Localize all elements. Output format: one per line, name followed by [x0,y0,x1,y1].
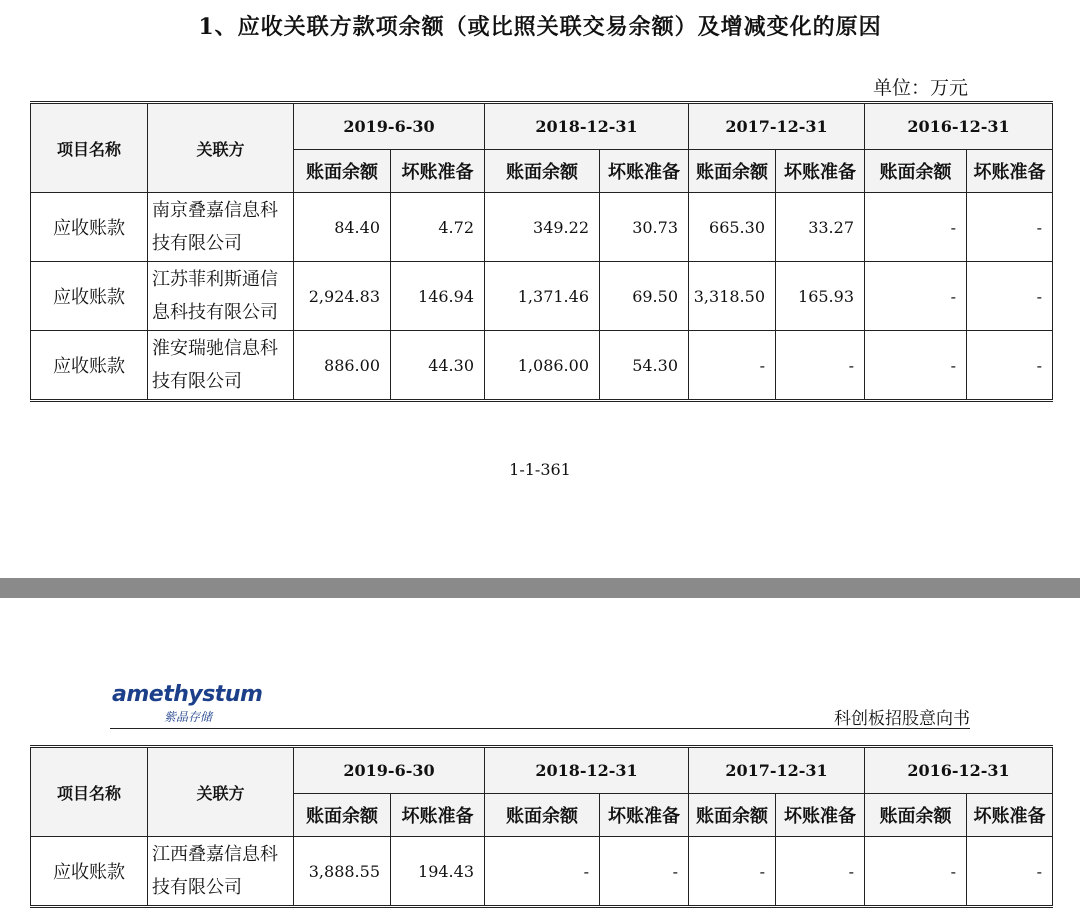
company-logo [112,682,263,724]
related-receivables-table [30,101,1053,402]
header-balance: 账面余额 [865,794,967,837]
cell-value: - [485,837,600,907]
header-balance: 账面余额 [485,150,600,193]
cell-value: 146.94 [391,262,485,331]
header-party: 关联方 [148,103,294,193]
cell-value: 44.30 [391,331,485,401]
header-balance: 账面余额 [689,794,776,837]
row-type: 应收账款 [31,331,148,401]
cell-value: - [600,837,689,907]
row-party: 南京叠嘉信息科 技有限公司 [148,193,294,262]
cell-value: 2,924.83 [294,262,391,331]
cell-value: 886.00 [294,331,391,401]
cell-value: 84.40 [294,193,391,262]
cell-value: 165.93 [776,262,865,331]
row-type: 应收账款 [31,193,148,262]
cell-value: - [689,837,776,907]
header-bad-debt: 坏账准备 [776,150,865,193]
table-row [31,331,1053,401]
logo-text: amethystum [112,682,263,707]
header-balance: 账面余额 [485,794,600,837]
row-party: 淮安瑞驰信息科 技有限公司 [148,331,294,401]
unit-label: 单位：万元 [872,77,968,99]
cell-value: 3,888.55 [294,837,391,907]
cell-value: 3,318.50 [689,262,776,331]
cell-value: - [865,837,967,907]
header-party: 关联方 [148,747,294,837]
header-balance: 账面余额 [865,150,967,193]
header-period: 2018-12-31 [485,103,689,150]
cell-value: 54.30 [600,331,689,401]
cell-value: - [865,331,967,401]
cell-value: - [865,193,967,262]
header-period: 2017-12-31 [689,747,865,794]
cell-value: - [689,331,776,401]
cell-value: - [776,837,865,907]
cell-value: - [865,262,967,331]
cell-value: 30.73 [600,193,689,262]
header-item-name: 项目名称 [31,103,148,193]
header-period: 2018-12-31 [485,747,689,794]
table-row [31,193,1053,262]
cell-value: 33.27 [776,193,865,262]
header-period: 2019-6-30 [294,103,485,150]
cell-value: - [967,837,1053,907]
cell-value: - [967,193,1053,262]
row-party: 江苏菲利斯通信 息科技有限公司 [148,262,294,331]
cell-value: - [776,331,865,401]
header-period: 2016-12-31 [865,747,1053,794]
table-row [31,262,1053,331]
header-bad-debt: 坏账准备 [600,150,689,193]
cell-value: 1,086.00 [485,331,600,401]
row-type: 应收账款 [31,262,148,331]
cell-value: 349.22 [485,193,600,262]
cell-value: 69.50 [600,262,689,331]
section-title: 1、应收关联方款项余额（或比照关联交易余额）及增减变化的原因 [198,14,882,40]
header-bad-debt: 坏账准备 [776,794,865,837]
cell-value: 4.72 [391,193,485,262]
header-period: 2019-6-30 [294,747,485,794]
cell-value: 1,371.46 [485,262,600,331]
header-bad-debt: 坏账准备 [391,794,485,837]
header-balance: 账面余额 [294,150,391,193]
header-item-name: 项目名称 [31,747,148,837]
header-period: 2017-12-31 [689,103,865,150]
page-number: 1-1-361 [509,460,571,479]
cell-value: 665.30 [689,193,776,262]
page-separator [0,578,1080,598]
logo-subtitle: 紫晶存储 [164,710,213,724]
header-divider [110,728,970,729]
document-type: 科创板招股意向书 [834,709,970,729]
header-balance: 账面余额 [689,150,776,193]
cell-value: - [967,262,1053,331]
cell-value: - [967,331,1053,401]
header-bad-debt: 坏账准备 [967,794,1053,837]
row-party: 江西叠嘉信息科 技有限公司 [148,837,294,907]
header-period: 2016-12-31 [865,103,1053,150]
cell-value: 194.43 [391,837,485,907]
row-type: 应收账款 [31,837,148,907]
page-bottom [0,598,1080,923]
header-bad-debt: 坏账准备 [600,794,689,837]
header-bad-debt: 坏账准备 [967,150,1053,193]
header-balance: 账面余额 [294,794,391,837]
table-row [31,837,1053,907]
header-bad-debt: 坏账准备 [391,150,485,193]
related-receivables-table-continued [30,745,1053,908]
